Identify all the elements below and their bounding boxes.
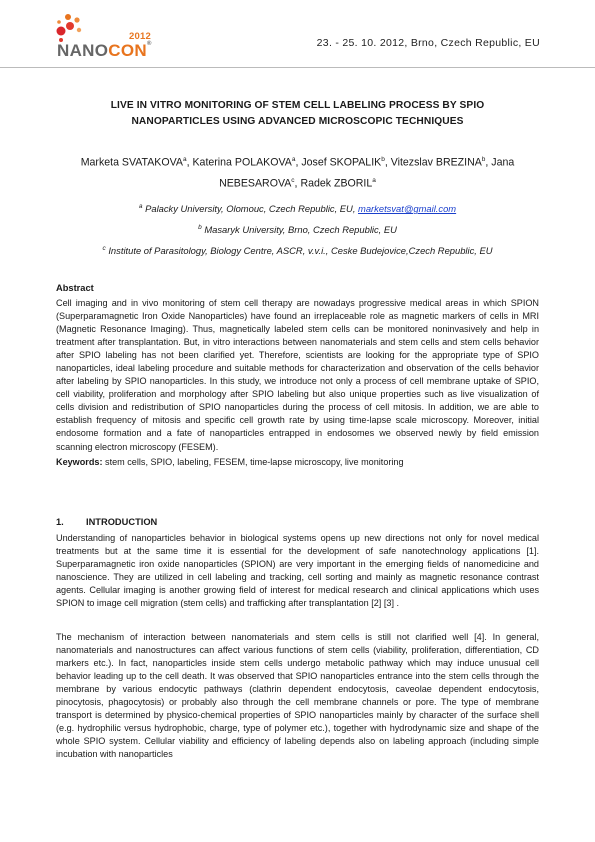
affiliation-b: [55, 224, 540, 235]
author-separator: ,: [295, 156, 302, 169]
affiliation-text: Institute of Parasitology, Biology Centre, ASCR, v.v.i., Ceske Budejovice,Czech Republic, EU: [108, 245, 493, 257]
author: Radek ZBORIL: [300, 177, 373, 190]
logo-con: CON: [108, 41, 147, 60]
affiliation-mark: c: [102, 245, 106, 252]
affiliation-mark: b: [198, 224, 202, 231]
author-list: [55, 151, 540, 193]
page-header: [0, 0, 595, 75]
affiliation-mark: a: [138, 203, 143, 210]
intro-section-title: INTRODUCTION: [86, 517, 158, 527]
intro-heading: [56, 517, 157, 527]
intro-paragraph-1: Understanding of nanoparticles behavior in biological systems opens up new directions not only for novel medical treatments but at the same time it is essential for the development of safe nanotechnology applications [1]. Superparamagnetic iron oxide nanoparticles (SPION) are very important in the emerging fields of nanomedicine and nanoscience. They are utilized in cell labeling and tracking, cell sorting and mainly as magnetic resonance contrast agents. Cellular imaging is another growing field of interest for medical research and clinical applications which uses SPION to image cell migration (stem cells) and trafficking after transplantation [2] [3] .: [56, 533, 539, 609]
author: Vitezslav BREZINA: [390, 156, 482, 169]
header-divider: [0, 67, 595, 68]
nanocon-logo: [54, 13, 164, 65]
logo-registered: ®: [146, 41, 152, 47]
author-affil-mark: c: [291, 177, 295, 185]
author-separator: ,: [384, 156, 391, 169]
title-line-2: NANOPARTICLES USING ADVANCED MICROSCOPIC TECHNIQUES: [131, 116, 464, 127]
author: Marketa SVATAKOVA: [80, 156, 183, 169]
affiliation-a: [55, 203, 540, 214]
logo-wordmark: [57, 41, 152, 61]
conference-date: 23. - 25. 10. 2012, Brno, Czech Republic, EU: [316, 37, 540, 49]
author: NEBESAROVA: [219, 177, 292, 190]
abstract-heading: Abstract: [56, 283, 94, 293]
author-email-link[interactable]: marketsvat@gmail.com: [358, 203, 457, 215]
title-line-1: LIVE IN VITRO MONITORING OF STEM CELL LABELING PROCESS BY SPIO: [110, 100, 485, 111]
keywords-label: Keywords:: [56, 457, 103, 467]
author-separator: ,: [294, 177, 301, 190]
author: Katerina POLAKOVA: [192, 156, 292, 169]
author: Josef SKOPALIK: [301, 156, 382, 169]
intro-paragraph-2: The mechanism of interaction between nanomaterials and stem cells is still not clarified well [4]. In general, nanomaterials and nanostructures can affect various functions of stem cells (viability, proliferation, differentiation, CD markers etc.). In fact, nanoparticles inside stem cells undergo metabolic pathway which may induce unusual cell behavior leading up to the cell death. It was observed that SPIO nanoparticles entrance into the stem cells through the membrane by various endocytic pathways (clathrin dependent endocytosis, caveolae dependent endocytosis, pinocytosis, phagocytosis) or probably also through the cell membrane channels or pore. The type of membrane transport is determined by physico-chemical properties of SPIO nanoparticles mainly by character of the surface shell (e.g. hydrophilic versus hydrophobic, charge, type of polymer etc.), together with hydrodynamic size and shape of the whole SPIO system. Cellular viability and efficiency of labeling depends also on labeling approach (including simple incubation with nanoparticles: [56, 632, 539, 760]
author-separator: , Jana: [485, 156, 515, 169]
affiliation-text: Masaryk University, Brno, Czech Republic, EU: [204, 224, 397, 236]
logo-nano: NANO: [57, 41, 109, 60]
author-affil-mark: a: [372, 177, 376, 185]
abstract-body: Cell imaging and in vivo monitoring of stem cell therapy are nowadays progressive medical areas in which SPION (Superparamagnetic Iron Oxide Nanoparticles) have found an irreplaceable role as magnetic markers of cells in MRI (Magnetic Resonance Imaging). Thus, magnetically labeled stem cells can be monitored noninvasively and help in treatment after transplantation. But, in vitro interactions between nanomaterials and stem cells and stem cells behavior after SPIO labeling has not been clarified yet. Therefore, scientists are looking for the appropriate type of SPIO nanoparticles, ideal labeling procedure and suitable methods for characterization and observation of the cells behavior after labeling by SPIO nanoparticles. In this study, we introduce not only a process of cell membrane uptake of SPIO, cell viability, proliferation and morphology after SPIO labeling but also unique properties such as live visualization of cells division and redistribution of SPIO nanoparticles during the process of cell mitosis. In addition, we are able to establish frequency of mitosis and specific cell growth rate by using time-lapse scale microscopy. Moreover, initial endosome formation and a fate of nanoparticles entrapped in endosomes we observed newly by field emission scanning electron microscopy (FESEM).: [56, 298, 539, 452]
keywords-line: [56, 457, 539, 467]
author-affil-mark: b: [381, 156, 385, 163]
logo-year: 2012: [129, 31, 151, 42]
paper-title: [60, 98, 535, 130]
author-affil-mark: a: [182, 156, 187, 163]
keywords-text: stem cells, SPIO, labeling, FESEM, time-lapse microscopy, live monitoring: [102, 457, 404, 467]
author-separator: ,: [186, 156, 193, 169]
intro-section-number: 1.: [56, 517, 64, 527]
logo-dots-icon: [56, 13, 84, 43]
author-affil-mark: b: [481, 156, 486, 163]
affiliation-text: Palacky University, Olomouc, Czech Republic, EU,: [145, 203, 359, 215]
affiliation-c: [55, 245, 540, 256]
author-affil-mark: a: [291, 156, 296, 163]
